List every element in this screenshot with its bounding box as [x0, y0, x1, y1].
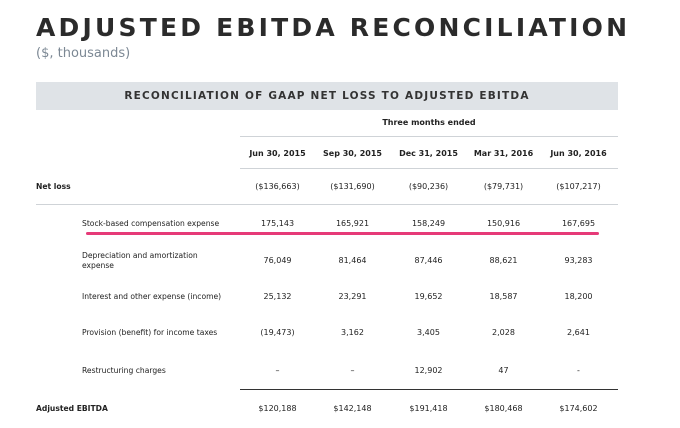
table-cell: 3,405	[417, 328, 440, 337]
column-header-jun-2016: Jun 30, 2016	[550, 149, 607, 158]
period-divider	[240, 136, 618, 137]
table-cell: 3,162	[341, 328, 364, 337]
table-cell: ($136,663)	[255, 182, 300, 191]
table-cell: 2,641	[567, 328, 590, 337]
row-label-interest: Interest and other expense (income)	[82, 292, 222, 301]
row-label-depreciation: Depreciation and amortization expense	[82, 251, 198, 270]
table-cell: 158,249	[411, 219, 446, 228]
row-label-income-taxes: Provision (benefit) for income taxes	[82, 328, 218, 337]
table-cell: 18,200	[564, 292, 593, 301]
total-divider	[240, 389, 618, 390]
table-cell: 165,921	[335, 219, 370, 228]
table-cell: 47	[498, 366, 509, 375]
table-banner	[36, 82, 618, 110]
row-label-net-loss: Net loss	[36, 182, 71, 191]
table-cell: 12,902	[414, 366, 443, 375]
table-cell: ($131,690)	[330, 182, 375, 191]
table-cell: -	[577, 366, 580, 375]
highlight-underline	[86, 232, 599, 235]
table-cell: 88,621	[489, 256, 518, 265]
table-cell: ($79,731)	[483, 182, 524, 191]
table-cell: $174,602	[559, 404, 598, 413]
table-cell: (19,473)	[260, 328, 295, 337]
table-cell: $191,418	[409, 404, 448, 413]
page-subtitle: ($, thousands)	[36, 46, 131, 61]
table-cell: 2,028	[492, 328, 515, 337]
column-header-dec-2015: Dec 31, 2015	[399, 149, 458, 158]
column-header-mar-2016: Mar 31, 2016	[473, 149, 534, 158]
table-cell: 76,049	[263, 256, 292, 265]
row-divider	[36, 204, 618, 205]
table-cell: 87,446	[414, 256, 443, 265]
table-cell: 19,652	[414, 292, 443, 301]
row-label-stock-comp: Stock-based compensation expense	[82, 219, 220, 228]
table-cell: $142,148	[333, 404, 372, 413]
table-cell: 18,587	[489, 292, 518, 301]
table-cell: 93,283	[564, 256, 593, 265]
table-cell: ($107,217)	[556, 182, 601, 191]
column-header-jun-2015: Jun 30, 2015	[249, 149, 306, 158]
table-cell: ($90,236)	[408, 182, 449, 191]
table-cell: $180,468	[484, 404, 523, 413]
banner-text: RECONCILIATION OF GAAP NET LOSS TO ADJUSTED EBITDA	[124, 90, 530, 102]
page-title: ADJUSTED EBITDA RECONCILIATION	[36, 13, 631, 42]
period-header: Three months ended	[382, 118, 476, 127]
row-label-adjusted-ebitda: Adjusted EBITDA	[36, 404, 108, 413]
table-cell: 81,464	[338, 256, 367, 265]
row-label-restructuring: Restructuring charges	[82, 366, 166, 375]
column-header-sep-2015: Sep 30, 2015	[323, 149, 382, 158]
table-cell: 167,695	[561, 219, 596, 228]
table-cell: –	[350, 366, 355, 375]
header-divider	[240, 168, 618, 169]
table-cell: 150,916	[486, 219, 521, 228]
table-cell: –	[275, 366, 280, 375]
table-cell: 175,143	[260, 219, 295, 228]
table-cell: 25,132	[263, 292, 292, 301]
table-cell: $120,188	[258, 404, 297, 413]
table-cell: 23,291	[338, 292, 367, 301]
